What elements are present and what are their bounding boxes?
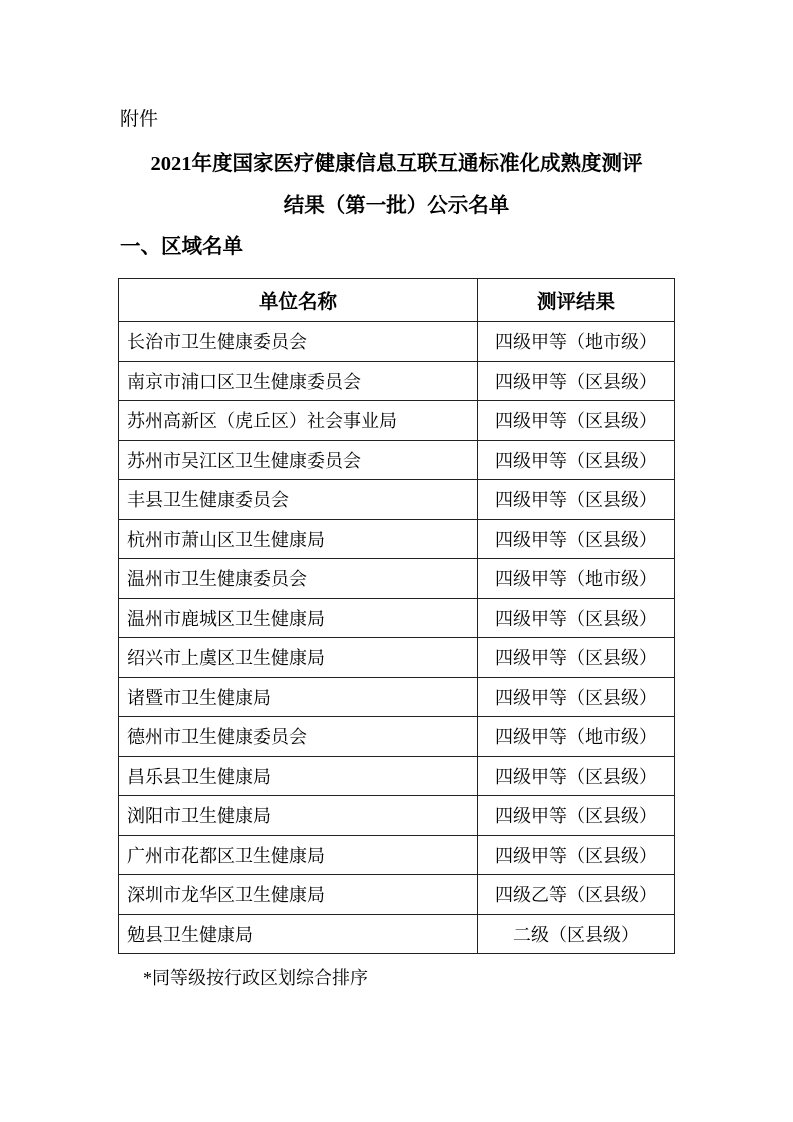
table-row [119,875,675,915]
table-row [119,598,675,638]
section-heading: 一、区域名单 [120,236,243,258]
result-cell: 四级甲等（地市级） [478,717,675,757]
unit-name-cell: 绍兴市上虞区卫生健康局 [119,638,478,678]
header-result: 测评结果 [478,279,675,322]
unit-name-cell: 温州市卫生健康委员会 [119,559,478,599]
table-row [119,480,675,520]
result-cell: 四级甲等（区县级） [478,519,675,559]
result-cell: 四级甲等（地市级） [478,322,675,362]
unit-name-cell: 苏州市吴江区卫生健康委员会 [119,440,478,480]
unit-name-cell: 丰县卫生健康委员会 [119,480,478,520]
result-cell: 四级甲等（区县级） [478,598,675,638]
table-row [119,677,675,717]
table-row [119,914,675,954]
table-row [119,756,675,796]
unit-name-cell: 苏州高新区（虎丘区）社会事业局 [119,401,478,441]
result-cell: 四级甲等（区县级） [478,756,675,796]
result-cell: 四级甲等（区县级） [478,361,675,401]
header-unit-name: 单位名称 [119,279,478,322]
unit-name-cell: 浏阳市卫生健康局 [119,796,478,836]
unit-name-cell: 南京市浦口区卫生健康委员会 [119,361,478,401]
table-row [119,835,675,875]
footnote: *同等级按行政区划综合排序 [143,968,368,988]
unit-name-cell: 诸暨市卫生健康局 [119,677,478,717]
result-cell: 二级（区县级） [478,914,675,954]
unit-name-cell: 深圳市龙华区卫生健康局 [119,875,478,915]
table-row [119,717,675,757]
table-row [119,401,675,441]
result-cell: 四级甲等（区县级） [478,401,675,441]
table-row [119,638,675,678]
document-title-line-2: 结果（第一批）公示名单 [283,195,510,217]
unit-name-cell: 勉县卫生健康局 [119,914,478,954]
unit-name-cell: 杭州市萧山区卫生健康局 [119,519,478,559]
table-row [119,519,675,559]
unit-name-cell: 广州市花都区卫生健康局 [119,835,478,875]
attachment-label: 附件 [120,109,159,130]
result-cell: 四级甲等（区县级） [478,677,675,717]
unit-name-cell: 长治市卫生健康委员会 [119,322,478,362]
result-cell: 四级甲等（区县级） [478,440,675,480]
result-cell: 四级甲等（区县级） [478,638,675,678]
unit-name-cell: 温州市鹿城区卫生健康局 [119,598,478,638]
table-row [119,322,675,362]
document-title-line-1: 2021年度国家医疗健康信息互联互通标准化成熟度测评 [150,153,643,175]
table-row [119,440,675,480]
result-cell: 四级甲等（区县级） [478,480,675,520]
result-cell: 四级甲等（区县级） [478,835,675,875]
unit-name-cell: 德州市卫生健康委员会 [119,717,478,757]
table-row [119,559,675,599]
unit-name-cell: 昌乐县卫生健康局 [119,756,478,796]
result-cell: 四级甲等（区县级） [478,796,675,836]
region-list-table [118,278,675,954]
result-cell: 四级甲等（地市级） [478,559,675,599]
table-row [119,361,675,401]
result-cell: 四级乙等（区县级） [478,875,675,915]
table-header-row [119,279,675,322]
table-row [119,796,675,836]
